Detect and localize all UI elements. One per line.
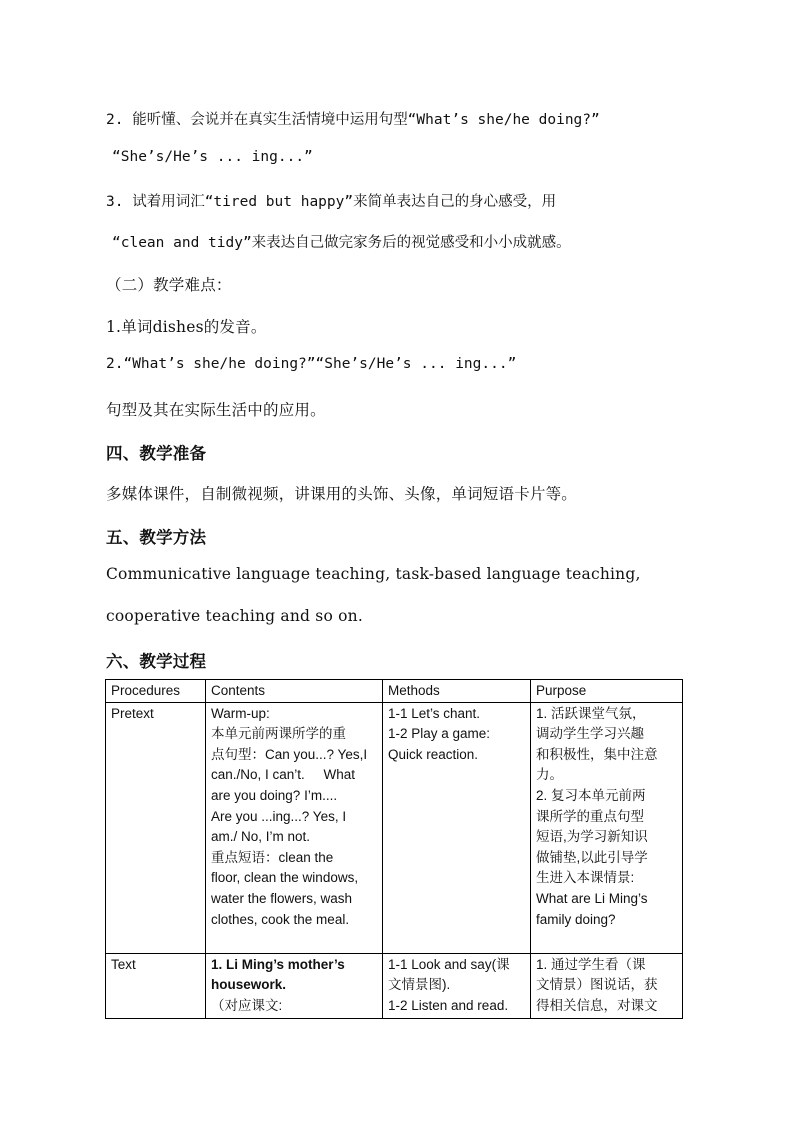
purpose-line: 调动学生学习兴趣 — [536, 726, 644, 742]
purpose-line: 1. 活跃课堂气氛， — [536, 705, 646, 721]
purpose-line: 和积极性，集中注意 — [536, 746, 658, 762]
methods-line: 文情景图). — [388, 977, 451, 993]
difficulty-1: 1.单词dishes的发音。 — [106, 318, 267, 336]
contents-line: Warm-up: — [211, 705, 270, 721]
row-procedure: Pretext — [106, 702, 206, 953]
contents-line: can./No, I can’t. What — [211, 767, 356, 783]
row-purpose — [531, 702, 683, 953]
contents-line: are you doing? I’m.... — [211, 787, 338, 803]
methods-line: 1-1 Look and say(课 — [388, 956, 510, 972]
row-purpose — [531, 953, 683, 1019]
goal-3-line-1: 3. 试着用词汇“tired but happy”来简单表达自己的身心感受，用 — [106, 194, 557, 210]
goal-3-line-2: “clean and tidy”来表达自己做完家务后的视觉感受和小小成就感。 — [112, 235, 571, 251]
contents-line: floor, clean the windows, — [211, 870, 359, 886]
row-procedure: Text — [106, 953, 206, 1019]
contents-line: 重点短语：clean the — [211, 849, 334, 865]
difficulties-heading: （二）教学难点： — [106, 276, 232, 294]
header-methods: Methods — [383, 680, 531, 703]
difficulty-2-line-1: 2.“What’s she/he doing?”“She’s/He’s ... ing...” — [106, 356, 517, 372]
methods-line: 1-2 Play a game: — [388, 726, 491, 742]
row-methods — [383, 702, 531, 953]
table-row — [106, 953, 683, 1019]
difficulty-2-line-2: 句型及其在实际生活中的应用。 — [106, 401, 326, 419]
methods-line: 1-2 Listen and read. — [388, 997, 509, 1013]
purpose-line: 做铺垫,以此引导学 — [536, 849, 648, 865]
row-methods — [383, 953, 531, 1019]
header-purpose: Purpose — [531, 680, 683, 703]
methods-line-1: Communicative language teaching, task-based language teaching, — [106, 565, 641, 583]
header-procedures: Procedures — [106, 680, 206, 703]
teaching-process-table — [105, 679, 683, 1019]
purpose-line: 1. 通过学生看（课 — [536, 956, 646, 972]
methods-heading: 五、教学方法 — [106, 528, 207, 547]
purpose-line: 短语,为学习新知识 — [536, 829, 648, 845]
contents-line: Are you ...ing...? Yes, I — [211, 808, 347, 824]
purpose-line: 生进入本课情景: — [536, 870, 635, 886]
contents-line: 本单元前两课所学的重 — [211, 726, 346, 742]
purpose-line: What are Li Ming’s — [536, 890, 648, 906]
contents-line: （对应课文: — [211, 997, 283, 1013]
purpose-line: 文情景）图说话，获 — [536, 977, 658, 993]
purpose-line: 力。 — [536, 767, 563, 783]
methods-line: Quick reaction. — [388, 746, 479, 762]
purpose-line: 课所学的重点句型 — [536, 808, 644, 824]
preparation-text: 多媒体课件，自制微视频，讲课用的头饰、头像，单词短语卡片等。 — [106, 485, 578, 503]
contents-line: 1. Li Ming’s mother’s — [211, 956, 345, 972]
purpose-line: 2. 复习本单元前两 — [536, 787, 646, 803]
goal-2-line-1: 2. 能听懂、会说并在真实生活情境中运用句型“What’s she/he doing?” — [106, 112, 600, 128]
table-row — [106, 702, 683, 953]
purpose-line: 得相关信息，对课文 — [536, 997, 658, 1013]
row-contents — [206, 702, 383, 953]
contents-line: am./ No, I’m not. — [211, 829, 311, 845]
table-header-row — [106, 680, 683, 703]
row-contents — [206, 953, 383, 1019]
contents-line: clothes, cook the meal. — [211, 911, 350, 927]
contents-line: 点句型：Can you...? Yes,I — [211, 746, 368, 762]
methods-line-2: cooperative teaching and so on. — [106, 607, 363, 625]
contents-line: housework. — [211, 977, 287, 993]
header-contents: Contents — [206, 680, 383, 703]
process-heading: 六、教学过程 — [106, 652, 207, 671]
contents-line: water the flowers, wash — [211, 890, 353, 906]
preparation-heading: 四、教学准备 — [106, 444, 207, 463]
methods-line: 1-1 Let’s chant. — [388, 705, 481, 721]
purpose-line: family doing? — [536, 911, 616, 927]
goal-2-line-2: “She’s/He’s ... ing...” — [112, 149, 313, 165]
